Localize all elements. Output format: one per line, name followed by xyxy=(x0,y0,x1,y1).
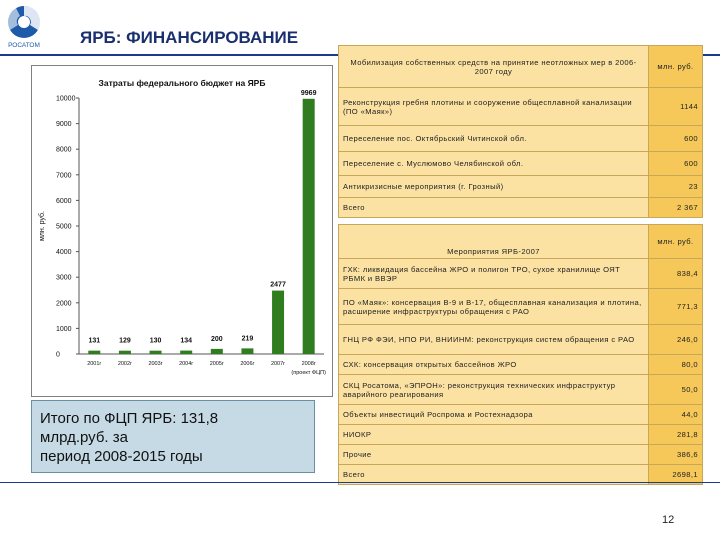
data-label: 131 xyxy=(88,337,101,345)
y-tick-label: 2000 xyxy=(56,300,72,308)
table2-row-value: 44,0 xyxy=(649,405,703,425)
table1-header: Мобилизация собственных средств на принятие неотложных мер в 2006-2007 году xyxy=(339,46,649,88)
data-label: 134 xyxy=(180,337,193,345)
table1-unit: млн. руб. xyxy=(649,46,703,88)
table2-row-value: 386,6 xyxy=(649,445,703,465)
page-title: ЯРБ: ФИНАНСИРОВАНИЕ xyxy=(80,28,299,47)
page-number: 12 xyxy=(662,514,675,526)
table2-row-value: 50,0 xyxy=(649,375,703,405)
table2-total-label: Всего xyxy=(339,465,649,485)
table2-row-value: 246,0 xyxy=(649,325,703,355)
y-tick-label: 5000 xyxy=(56,223,72,231)
bar xyxy=(241,348,253,354)
summary-line-3: период 2008-2015 годы xyxy=(40,448,203,465)
y-tick-label: 0 xyxy=(56,351,60,359)
table1-total-label: Всего xyxy=(339,198,649,218)
y-tick-label: 6000 xyxy=(56,197,72,205)
bar xyxy=(272,291,284,354)
measures-2007-table xyxy=(338,224,703,485)
bar-chart xyxy=(32,66,332,396)
bar xyxy=(303,99,315,354)
summary-line-2: млрд.руб. за xyxy=(40,429,128,446)
table1-row-value: 1144 xyxy=(649,88,703,126)
table2-row-value: 771,3 xyxy=(649,289,703,325)
y-tick-label: 9000 xyxy=(56,121,72,129)
table2-row-label: НИОКР xyxy=(339,425,649,445)
x-tick-label: 2005г xyxy=(209,361,224,367)
table2-row-label: ГХК: ликвидация бассейна ЖРО и полигон ТРО, сухое хранилище ОЯТ РБМК и ВВЭР xyxy=(339,259,649,289)
x-tick-label: 2003г xyxy=(148,361,163,367)
bar xyxy=(180,351,192,354)
data-label: 129 xyxy=(119,337,131,345)
table2-row-label: СКЦ Росатома, «ЭПРОН»: реконструкция технических инфраструктур аварийного реагирования xyxy=(339,375,649,405)
chart-panel xyxy=(31,65,333,397)
summary-line-1: Итого по ФЦП ЯРБ: 131,8 xyxy=(40,410,219,427)
x-tick-label: 2001г xyxy=(87,361,102,367)
table1-row-label: Реконструкция гребня плотины и сооружение общесплавной канализации (ПО «Маяк») xyxy=(339,88,649,126)
table2-row-label: Объекты инвестиций Роспрома и Ростехнадзора xyxy=(339,405,649,425)
bar xyxy=(150,351,162,354)
y-tick-label: 3000 xyxy=(56,274,72,282)
y-tick-label: 4000 xyxy=(56,249,72,257)
mobilization-table xyxy=(338,45,703,218)
x-tick-label: 2008г xyxy=(301,361,316,367)
table1-row-label: Переселение с. Муслюмово Челябинской обл. xyxy=(339,152,649,176)
table1-row-value: 23 xyxy=(649,176,703,198)
x-tick-label: 2006г xyxy=(240,361,255,367)
table1-total-value: 2 367 xyxy=(649,198,703,218)
table1-row-label: Антикризисные мероприятия (г. Грозный) xyxy=(339,176,649,198)
rosatom-logo xyxy=(4,4,44,50)
table2-row-value: 281,8 xyxy=(649,425,703,445)
data-label: 2477 xyxy=(270,281,286,289)
table1-row-label: Переселение пос. Октябрьский Читинской обл. xyxy=(339,126,649,152)
logo-text: РОСАТОМ xyxy=(8,42,40,49)
table2-header: Мероприятия ЯРБ-2007 xyxy=(339,225,649,259)
summary-box xyxy=(31,400,315,473)
bar xyxy=(88,351,100,354)
data-label: 130 xyxy=(149,337,162,345)
data-label: 9969 xyxy=(300,89,317,97)
table2-row-value: 80,0 xyxy=(649,355,703,375)
table2-row-value: 838,4 xyxy=(649,259,703,289)
y-tick-label: 10000 xyxy=(56,95,76,103)
bar xyxy=(119,351,131,354)
y-axis-label: млн. руб. xyxy=(39,211,46,241)
table2-row-label: ГНЦ РФ ФЭИ, НПО РИ, ВНИИНМ: реконструкция систем обращения с РАО xyxy=(339,325,649,355)
x-tick-sublabel: (проект ФЦП) xyxy=(291,370,326,376)
chart-title: Затраты федерального бюджет на ЯРБ xyxy=(98,78,266,88)
bar xyxy=(211,349,223,354)
table1-row-value: 600 xyxy=(649,126,703,152)
x-tick-label: 2007г xyxy=(270,361,286,367)
table1-row-value: 600 xyxy=(649,152,703,176)
data-label: 219 xyxy=(241,335,254,343)
table2-row-label: ПО «Маяк»: консервация В-9 и В-17, общесплавная канализация и плотина, расширение инфраструктуры обращения с РАО xyxy=(339,289,649,325)
table2-unit: млн. руб. xyxy=(649,225,703,259)
table2-row-label: СХК: консервация открытых бассейнов ЖРО xyxy=(339,355,649,375)
y-tick-label: 1000 xyxy=(56,325,72,333)
table2-total-value: 2698,1 xyxy=(649,465,703,485)
x-tick-label: 2004г xyxy=(179,361,194,367)
footer-divider xyxy=(0,482,720,483)
y-tick-label: 8000 xyxy=(56,146,72,154)
table2-row-label: Прочие xyxy=(339,445,649,465)
x-tick-label: 2002г xyxy=(117,361,133,367)
data-label: 200 xyxy=(210,335,223,343)
y-tick-label: 7000 xyxy=(56,172,72,180)
